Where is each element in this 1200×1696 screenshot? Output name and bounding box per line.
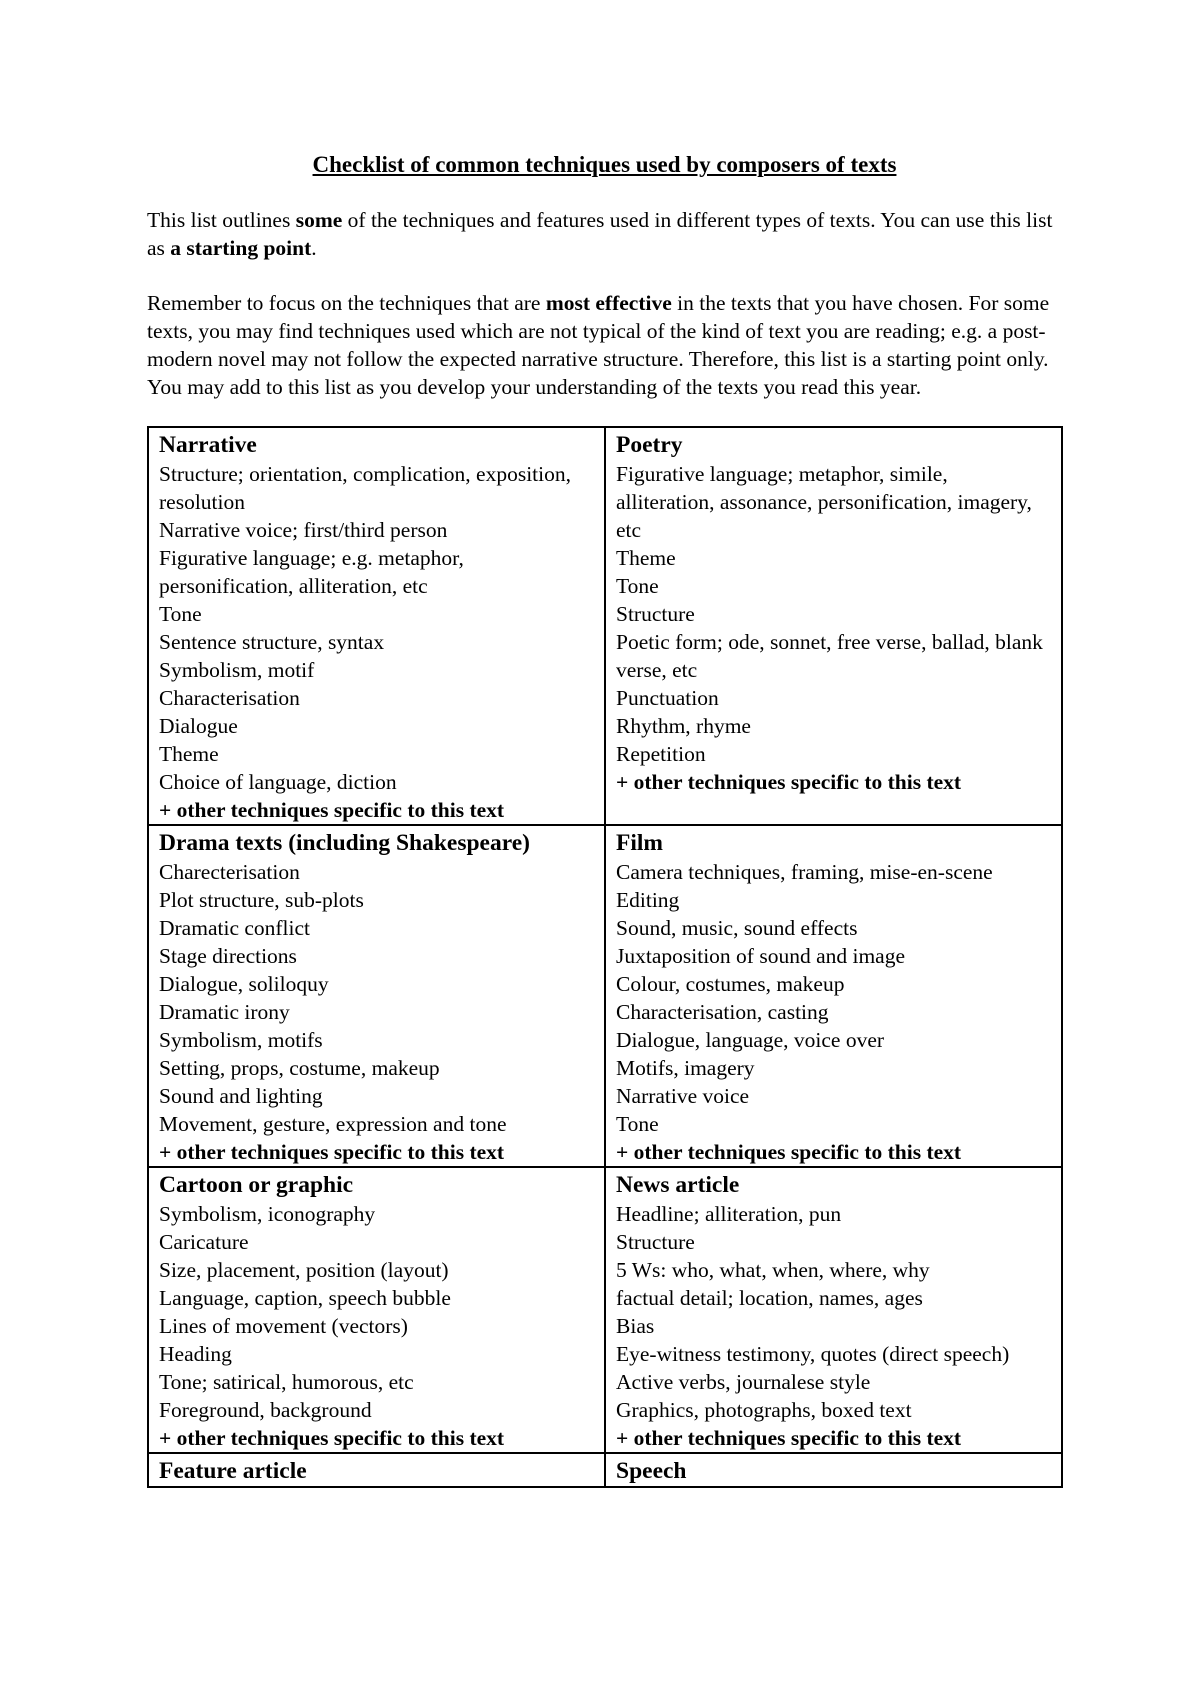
list-item: Motifs, imagery <box>616 1056 755 1080</box>
section-heading: Film <box>616 830 663 856</box>
list-item: Tone <box>616 574 659 598</box>
section-items <box>616 858 1051 1166</box>
intro-text: in the texts that you have chosen. For some texts, you may find techniques used which are not typical of the kind of text you are reading; e.g. a post-modern novel may not follow the expected narrative structure. Therefore, this list is a starting point only. You may add to this list as you develop your understanding of the texts you read this year. <box>147 291 1050 399</box>
list-item: Bias <box>616 1314 655 1338</box>
section-heading: Drama texts (including Shakespeare) <box>159 830 530 856</box>
list-item: Characterisation <box>159 686 300 710</box>
list-item: Caricature <box>159 1230 249 1254</box>
section-items <box>159 460 594 824</box>
other-techniques-note: + other techniques specific to this text <box>159 1426 505 1450</box>
list-item: Structure <box>616 1230 695 1254</box>
intro-emphasis: a starting point <box>170 236 312 260</box>
section-heading: Speech <box>616 1458 687 1484</box>
list-item: Tone <box>159 602 202 626</box>
list-item: Narrative voice; first/third person <box>159 518 448 542</box>
section-cell-drama <box>148 825 605 1167</box>
section-items <box>616 1200 1051 1452</box>
list-item: Colour, costumes, makeup <box>616 972 845 996</box>
list-item: Charecterisation <box>159 860 300 884</box>
other-techniques-note: + other techniques specific to this text <box>616 770 962 794</box>
section-items <box>159 1200 594 1452</box>
other-techniques-note: + other techniques specific to this text <box>159 798 505 822</box>
list-item: Tone; satirical, humorous, etc <box>159 1370 414 1394</box>
table-row <box>148 427 1062 825</box>
list-item: Structure <box>616 602 695 626</box>
intro-emphasis: some <box>295 208 343 232</box>
list-item: Editing <box>616 888 680 912</box>
list-item: Tone <box>616 1112 659 1136</box>
list-item: Dialogue <box>159 714 238 738</box>
list-item: Eye-witness testimony, quotes (direct speech) <box>616 1342 1010 1366</box>
list-item: Dialogue, soliloquy <box>159 972 329 996</box>
list-item: Theme <box>616 546 676 570</box>
list-item: Characterisation, casting <box>616 1000 829 1024</box>
table-row <box>148 825 1062 1167</box>
section-cell-feature <box>148 1453 605 1487</box>
list-item: Poetic form; ode, sonnet, free verse, ballad, blank verse, etc <box>616 630 1043 682</box>
list-item: Language, caption, speech bubble <box>159 1286 451 1310</box>
section-cell-narrative <box>148 427 605 825</box>
section-cell-news <box>605 1167 1062 1453</box>
intro-paragraph-1 <box>147 206 1062 262</box>
other-techniques-note: + other techniques specific to this text <box>616 1140 962 1164</box>
document-page <box>147 150 1062 1488</box>
list-item: Symbolism, iconography <box>159 1202 376 1226</box>
list-item: Figurative language; metaphor, simile, alliteration, assonance, personification, imagery, etc <box>616 462 1032 542</box>
list-item: Rhythm, rhyme <box>616 714 751 738</box>
list-item: Lines of movement (vectors) <box>159 1314 408 1338</box>
list-item: Symbolism, motifs <box>159 1028 323 1052</box>
list-item: Repetition <box>616 742 706 766</box>
section-items <box>159 858 594 1166</box>
list-item: Juxtaposition of sound and image <box>616 944 906 968</box>
section-heading: News article <box>616 1172 740 1198</box>
list-item: Structure; orientation, complication, exposition, resolution <box>159 462 571 514</box>
list-item: Active verbs, journalese style <box>616 1370 871 1394</box>
section-cell-poetry <box>605 427 1062 825</box>
list-item: Movement, gesture, expression and tone <box>159 1112 507 1136</box>
section-cell-speech <box>605 1453 1062 1487</box>
list-item: Size, placement, position (layout) <box>159 1258 449 1282</box>
intro-text: Remember to focus on the techniques that are <box>147 291 546 315</box>
list-item: Punctuation <box>616 686 719 710</box>
list-item: Symbolism, motif <box>159 658 315 682</box>
section-heading: Poetry <box>616 432 683 458</box>
section-items <box>616 460 1051 796</box>
section-cell-cartoon <box>148 1167 605 1453</box>
list-item: Stage directions <box>159 944 297 968</box>
section-cell-film <box>605 825 1062 1167</box>
list-item: Setting, props, costume, makeup <box>159 1056 440 1080</box>
list-item: Theme <box>159 742 219 766</box>
list-item: 5 Ws: who, what, when, where, why <box>616 1258 930 1282</box>
list-item: Narrative voice <box>616 1084 750 1108</box>
list-item: Figurative language; e.g. metaphor, personification, alliteration, etc <box>159 546 464 598</box>
list-item: Plot structure, sub-plots <box>159 888 364 912</box>
list-item: Sound and lighting <box>159 1084 323 1108</box>
intro-text: . <box>311 236 317 260</box>
table-row <box>148 1453 1062 1487</box>
intro-paragraph-2 <box>147 289 1062 401</box>
other-techniques-note: + other techniques specific to this text <box>159 1140 505 1164</box>
section-heading: Narrative <box>159 432 257 458</box>
list-item: Choice of language, diction <box>159 770 397 794</box>
list-item: Headline; alliteration, pun <box>616 1202 842 1226</box>
list-item: Sentence structure, syntax <box>159 630 385 654</box>
list-item: Sound, music, sound effects <box>616 916 858 940</box>
section-heading: Feature article <box>159 1458 307 1484</box>
list-item: Dramatic conflict <box>159 916 311 940</box>
intro-emphasis: most effective <box>545 291 672 315</box>
intro-text: of the techniques and features used in different types of texts. You can use this list as <box>147 208 1053 260</box>
other-techniques-note: + other techniques specific to this text <box>616 1426 962 1450</box>
list-item: Foreground, background <box>159 1398 372 1422</box>
intro-text: This list outlines <box>147 208 296 232</box>
section-heading: Cartoon or graphic <box>159 1172 354 1198</box>
list-item: Camera techniques, framing, mise-en-scene <box>616 860 993 884</box>
list-item: factual detail; location, names, ages <box>616 1286 923 1310</box>
list-item: Dramatic irony <box>159 1000 290 1024</box>
table-row <box>148 1167 1062 1453</box>
list-item: Heading <box>159 1342 232 1366</box>
page-title: Checklist of common techniques used by composers of texts <box>312 152 897 177</box>
techniques-table <box>147 426 1063 1488</box>
list-item: Graphics, photographs, boxed text <box>616 1398 912 1422</box>
list-item: Dialogue, language, voice over <box>616 1028 885 1052</box>
